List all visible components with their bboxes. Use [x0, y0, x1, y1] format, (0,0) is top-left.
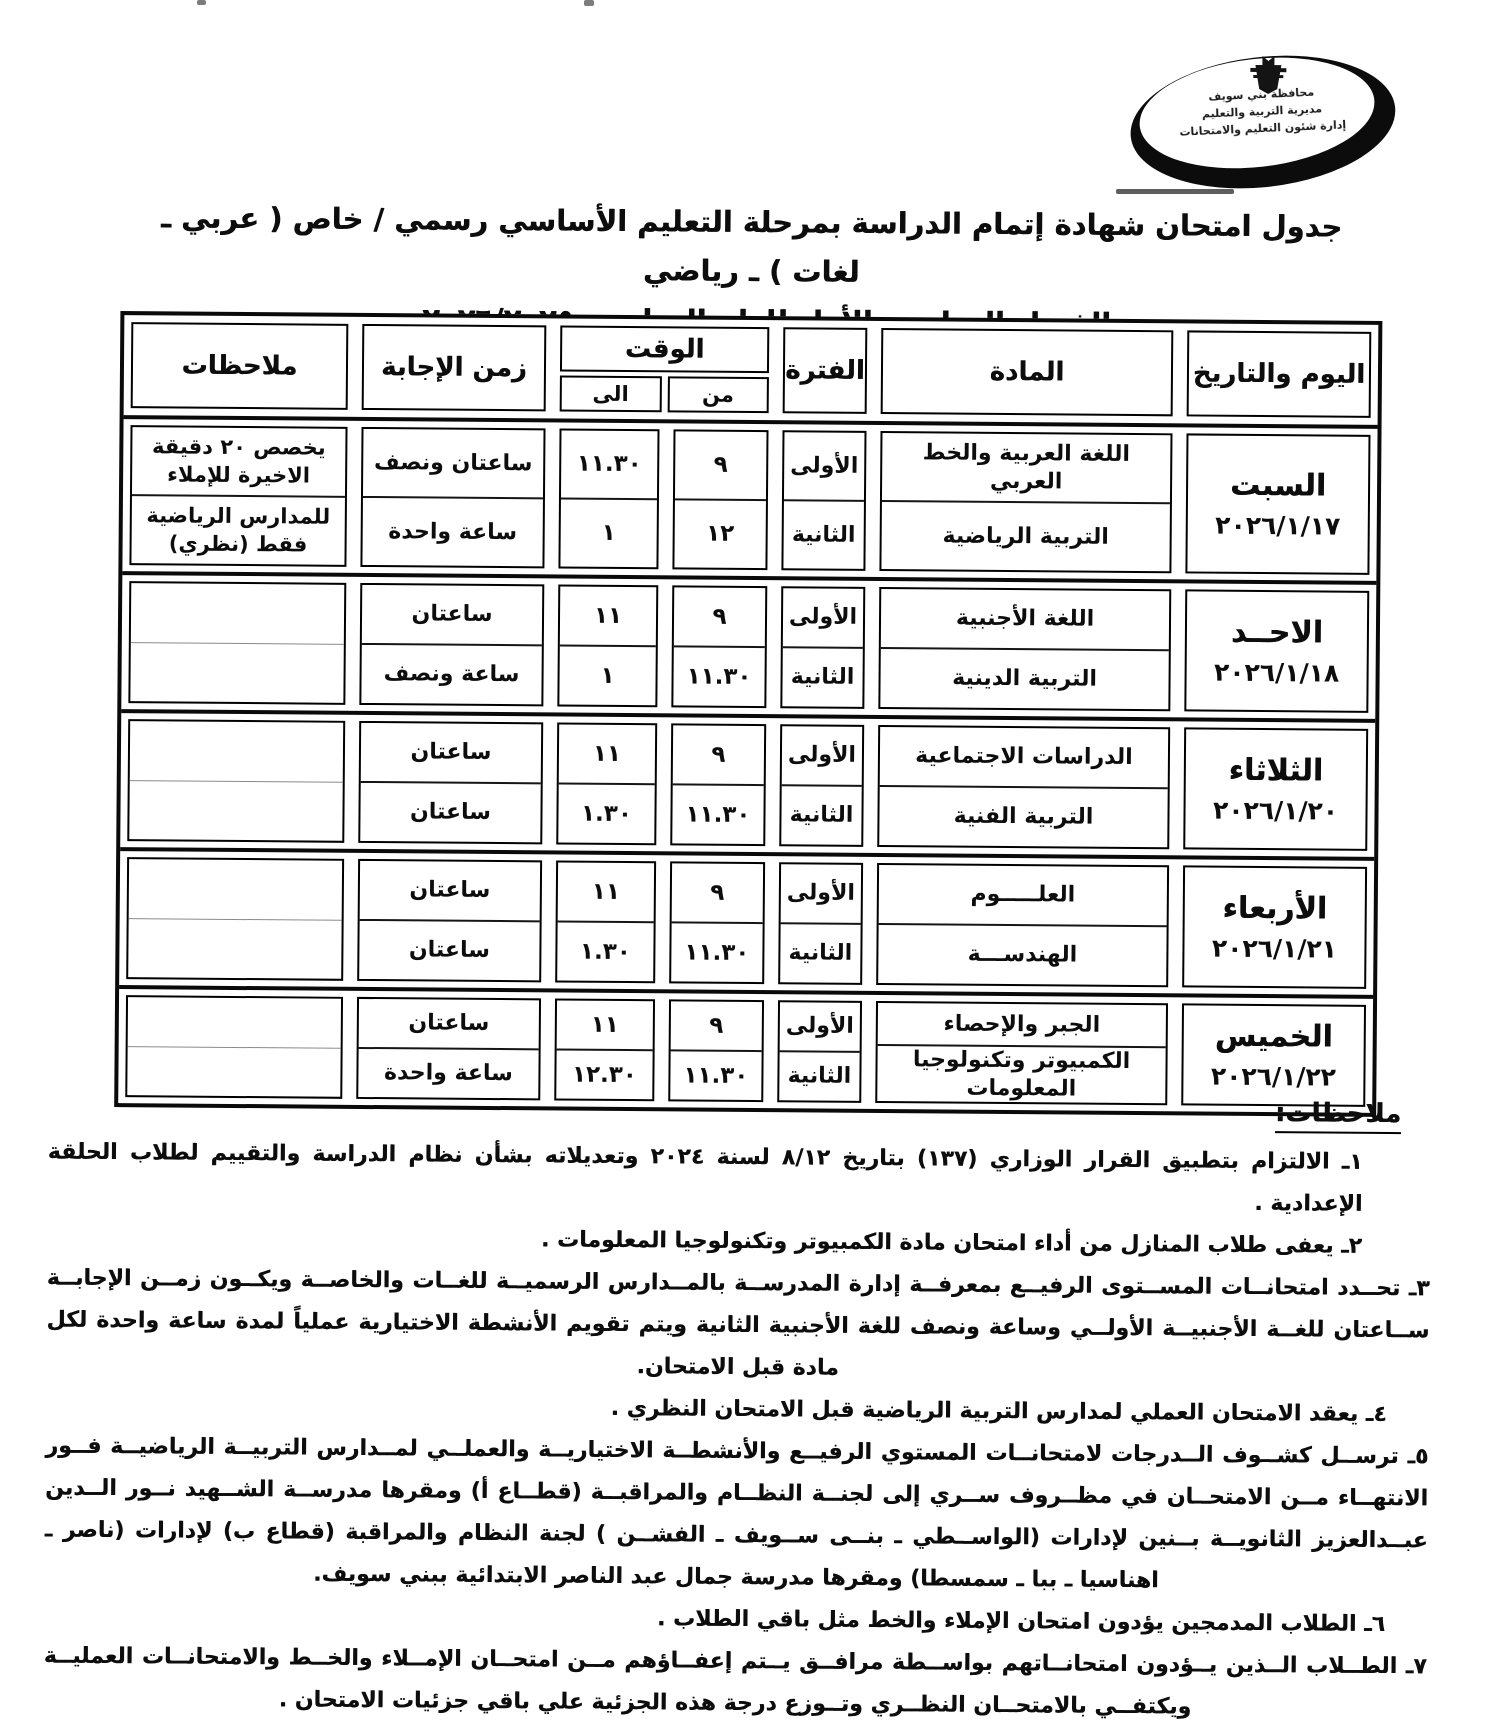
time-to-cell — [557, 722, 658, 845]
duration-2: ساعة واحدة — [363, 496, 544, 566]
schedule-day-group — [122, 575, 1377, 723]
note-item-6: ٦ـ الطلاب المدمجين يؤدون امتحان الإملاء والخط مثل باقي الطلاب . — [657, 1606, 1387, 1638]
notes-cell — [130, 425, 348, 567]
duration-cell — [357, 997, 542, 1100]
day-date: ٢٠٢٦/١/١٧ — [1216, 510, 1342, 541]
table-header-row — [125, 315, 1380, 429]
time-to-2: ١.٣٠ — [558, 921, 654, 982]
time-to-1: ١١ — [591, 1011, 620, 1038]
note-item-7: ٧ـ الطــلاب الــذين يــؤدون امتحانــاتهم بواســطة مرافــق يــتم إعفــاؤهم مــن امتحــان الإمــلاء والخــط والامتحانــات العمليــة ويكتفــي بالامتحــان النظــري وتــوزع درجة هذه الجزئية علي باقي جزئيات الامتحان . — [44, 1643, 1428, 1720]
title-line-1: جدول امتحان شهادة إتمام الدراسة بمرحلة التعليم الأساسي رسمي / خاص ( عربي ـ لغات ) ـ رياضي — [161, 200, 1344, 290]
subject-period2: التربية الفنية — [880, 785, 1168, 847]
period-cell — [778, 1000, 863, 1103]
time-from-2: ١١.٣٠ — [674, 645, 765, 706]
period-label-1: الأولى — [786, 1013, 855, 1040]
time-from-1: ٩ — [712, 741, 727, 768]
exam-schedule-table — [115, 311, 1383, 1117]
subject-period2: التربية الدينية — [881, 647, 1169, 709]
header-period: الفترة — [784, 327, 869, 414]
header-time-group — [561, 326, 771, 414]
time-from-cell — [671, 723, 767, 846]
notes-cell — [127, 857, 345, 981]
duration-1: ساعتان — [409, 1010, 491, 1037]
day-date: ٢٠٢٦/١/٢٢ — [1211, 1061, 1338, 1092]
subject-period2: التربية الرياضية — [882, 500, 1171, 571]
period-label-1: الأولى — [787, 880, 857, 907]
period-cell — [779, 862, 864, 985]
schedule-day-group — [120, 851, 1375, 999]
header-subject: المادة — [882, 328, 1175, 416]
time-to-2: ١٢.٣٠ — [557, 1048, 653, 1099]
notes-cell — [128, 719, 346, 843]
period-label-2: الثانية — [781, 922, 861, 983]
note-item-2: ٢ـ يعفى طلاب المنازل من أداء امتحان مادة الكمبيوتر وتكنولوجيا المعلومات . — [541, 1227, 1364, 1259]
period-label-1: الأولى — [788, 742, 858, 769]
schedule-day-group — [123, 419, 1378, 585]
subject-period1: الدراسات الاجتماعية — [916, 743, 1134, 771]
time-to-1: ١١ — [592, 878, 622, 905]
time-to-cell — [558, 584, 659, 707]
time-to-1: ١١.٣٠ — [577, 450, 643, 478]
duration-cell — [360, 583, 545, 706]
note-item-1: ١ـ الالتزام بتطبيق القرار الوزاري (١٣٧) بتاريخ ٨/١٢ لسنة ٢٠٢٤ وتعديلاته بشأن نظام الدراسة والتقييم لطلاب الحلقة الإعدادية . — [48, 1139, 1364, 1217]
notes-cell — [129, 581, 347, 705]
note-item-5: ٥ـ ترســل كشــوف الــدرجات لامتحانــات المستوي الرفيــع والأنشطــة الاختياريــة والعملــي لمــدارس التربيــة الرياضيــة فــور الانتهــاء مــن الامتحــان في مظــروف ســري إلى لجنــة النظــام والمراقبــة (قطــاع أ) ومقرها مدرســة الشــهيد نــور الــدين عبــدالعزيز الثانويــة بــنين لإدارات (الواســطي ـ بنــى ســويف ـ الفشــن ) لجنة النظام والمراقبة (قطاع ب) لإدارات (ناصر ـ اهناسيا ـ ببا ـ سمسطا) ومقرها مدرسة جمال عبد الناصر الابتدائية ببني سويف. — [45, 1433, 1430, 1594]
note-1 — [132, 583, 345, 643]
day-name: الأربعاء — [1223, 890, 1329, 927]
subject-period2: الهندســـة — [879, 923, 1167, 985]
duration-cell — [361, 427, 546, 568]
period-label-2: الثانية — [783, 646, 863, 707]
subject-period1: الجبر والإحصاء — [944, 1011, 1102, 1038]
day-name: الخميس — [1215, 1018, 1334, 1055]
day-date-cell — [1183, 865, 1368, 988]
time-to-2: ١.٣٠ — [559, 783, 655, 844]
duration-2: ساعتان — [361, 781, 541, 842]
duration-1: ساعتان — [412, 601, 494, 628]
time-from-cell — [669, 999, 765, 1102]
subject-period1: اللغة العربية والخط العربي — [923, 440, 1132, 494]
time-from-1: ٩ — [713, 603, 728, 630]
table-body — [119, 419, 1378, 1113]
duration-1: ساعتان — [410, 877, 492, 904]
period-cell — [780, 724, 865, 847]
time-from-2: ١١.٣٠ — [673, 783, 764, 844]
time-from-cell — [672, 585, 768, 708]
duration-cell — [358, 859, 543, 982]
note-2: للمدارس الرياضية فقط (نظري) — [132, 494, 346, 565]
subject-cell — [879, 587, 1172, 711]
duration-2: ساعة ونصف — [362, 643, 542, 704]
subject-cell — [876, 1001, 1169, 1105]
duration-2: ساعتان — [360, 919, 540, 980]
period-label-1: الأولى — [789, 604, 859, 631]
directorate-logo — [1122, 37, 1403, 197]
time-to-2: ١ — [561, 498, 658, 568]
subject-period1: العلـــــوم — [971, 881, 1077, 908]
period-cell — [782, 430, 867, 571]
day-date: ٢٠٢٦/١/٢١ — [1212, 933, 1339, 964]
duration-1: ساعتان — [411, 739, 493, 766]
note-2 — [130, 780, 343, 841]
period-cell — [781, 586, 866, 709]
time-to-cell — [559, 429, 660, 570]
note-1 — [131, 721, 344, 781]
time-from-cell — [673, 429, 769, 570]
day-date-cell — [1186, 433, 1371, 574]
header-notes: ملاحظات — [132, 322, 350, 410]
logo-text — [1162, 82, 1364, 142]
time-from-2: ١١.٣٠ — [671, 1049, 762, 1100]
note-1: يخصص ٢٠ دقيقة الاخيرة للإملاء — [152, 434, 327, 488]
notes-list — [44, 1132, 1432, 1731]
duration-cell — [359, 721, 544, 844]
day-name: السبت — [1230, 467, 1328, 504]
header-time-to: الى — [561, 375, 663, 412]
period-label-2: الثانية — [784, 499, 865, 569]
note-item-4: ٤ـ يعقد الامتحان العملي لمدارس التربية الرياضية قبل الامتحان النظري . — [611, 1395, 1388, 1428]
header-day-date: اليوم والتاريخ — [1188, 330, 1373, 417]
subject-cell — [880, 431, 1173, 573]
time-from-cell — [670, 861, 766, 984]
notes-section — [44, 1089, 1432, 1731]
period-label-1: الأولى — [791, 453, 860, 479]
schedule-day-group — [121, 713, 1376, 861]
logo-line-1: محافظة بني سويف — [1209, 85, 1316, 104]
day-date-cell — [1185, 589, 1370, 712]
notes-cell — [126, 995, 344, 1099]
subject-cell — [877, 863, 1170, 987]
time-from-2: ١٢ — [675, 498, 767, 568]
day-name: الثلاثاء — [1229, 752, 1325, 789]
day-date-cell — [1182, 1003, 1367, 1106]
time-to-2: ١ — [560, 645, 656, 706]
note-2 — [129, 918, 342, 979]
time-to-cell — [555, 998, 656, 1101]
header-duration: زمن الإجابة — [363, 324, 548, 411]
duration-2: ساعة واحدة — [359, 1047, 539, 1098]
header-time: الوقت — [561, 326, 770, 373]
logo-line-2: مديرية التربية والتعليم — [1202, 102, 1324, 121]
note-item-3: ٣ـ تحــدد امتحانــات المســتوى الرفيــع بمعرفــة إدارة المدرســة بالمــدارس الرسميــة للغــات والخاصــة ويكــون زمــن الإجابــة ســاعتان للغــة الأجنبيــة الأولــي وساعة ونصف للغة الأجنبية الثانية ويتم تقويم الأنشطة الاختيارية عملياً لمدة ساعة واحدة لكل مادة قبل الامتحان. — [47, 1265, 1431, 1381]
period-label-2: الثانية — [780, 1050, 860, 1101]
note-1 — [130, 859, 343, 919]
time-to-1: ١١ — [594, 602, 624, 629]
note-1 — [129, 997, 342, 1047]
notes-section-title: ملاحظات: — [1276, 1098, 1402, 1134]
note-2 — [131, 642, 344, 703]
day-date-cell — [1184, 727, 1369, 850]
day-date: ٢٠٢٦/١/٢٠ — [1213, 795, 1340, 826]
time-to-cell — [556, 860, 657, 983]
time-from-1: ٩ — [714, 451, 729, 478]
time-from-2: ١١.٣٠ — [672, 921, 763, 982]
time-from-1: ٩ — [710, 1012, 725, 1039]
logo-line-3: إدارة شئون التعليم والامتحانات — [1180, 118, 1348, 139]
day-date: ٢٠٢٦/١/١٨ — [1214, 657, 1341, 688]
duration-1: ساعتان ونصف — [374, 449, 534, 477]
subject-period2: الكمبيوتر وتكنولوجيا المعلومات — [878, 1044, 1166, 1103]
day-name: الاحــد — [1231, 614, 1325, 651]
subject-cell — [878, 725, 1171, 849]
time-to-1: ١١ — [593, 740, 623, 767]
time-from-1: ٩ — [711, 879, 726, 906]
period-label-2: الثانية — [782, 784, 862, 845]
header-time-from: من — [668, 376, 770, 413]
subject-period1: اللغة الأجنبية — [956, 605, 1096, 632]
